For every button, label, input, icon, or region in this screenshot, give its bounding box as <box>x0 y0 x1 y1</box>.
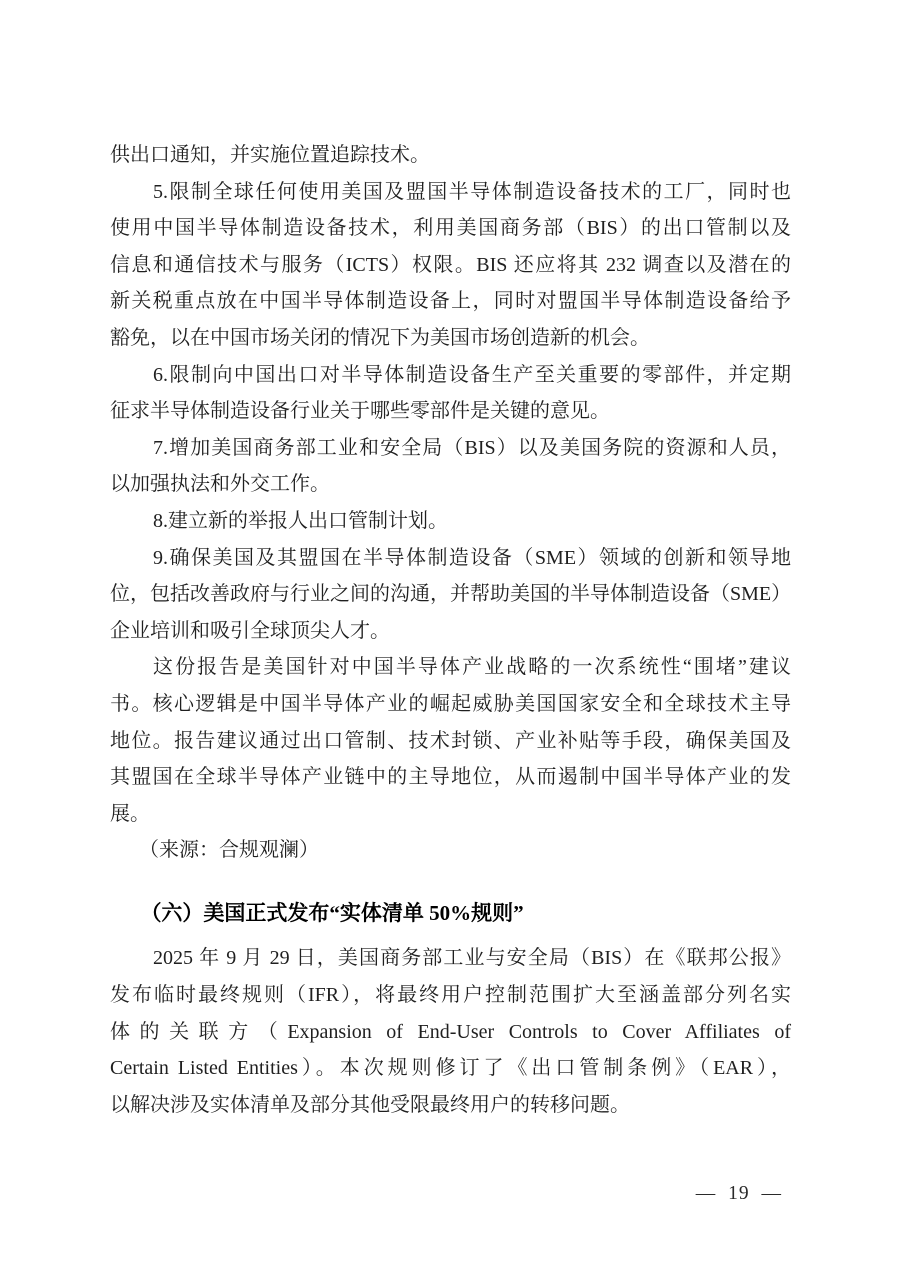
body-line: 发布临时最终规则（IFR），将最终用户控制范围扩大至涵盖部分列名实 <box>110 984 791 1007</box>
body-line: 8.建立新的举报人出口管制计划。 <box>153 509 448 532</box>
body-line: 展。 <box>110 802 150 825</box>
body-line: 5.限制全球任何使用美国及盟国半导体制造设备技术的工厂，同时也 <box>153 180 791 203</box>
body-line: 以加强执法和外交工作。 <box>110 473 330 496</box>
body-line: 企业培训和吸引全球顶尖人才。 <box>110 619 390 642</box>
body-line: 供出口通知，并实施位置追踪技术。 <box>110 144 430 166</box>
body-line: 体的关联方（Expansion of End-User Controls to Cover Affiliates of <box>110 1020 791 1043</box>
body-line: 书。核心逻辑是中国半导体产业的崛起威胁美国国家安全和全球技术主导 <box>110 692 791 715</box>
body-line: 信息和通信技术与服务（ICTS）权限。BIS 还应将其 232 调查以及潜在的 <box>110 253 791 276</box>
body-line: 6.限制向中国出口对半导体制造设备生产至关重要的零部件，并定期 <box>153 363 791 386</box>
section-heading: （六）美国正式发布“实体清单 50%规则” <box>140 900 524 925</box>
body-line: 2025 年 9 月 29 日，美国商务部工业与安全局（BIS）在《联邦公报》 <box>153 947 791 970</box>
body-line: 新关税重点放在中国半导体制造设备上，同时对盟国半导体制造设备给予 <box>110 290 791 313</box>
text-block <box>110 137 791 1123</box>
body-line: 征求半导体制造设备行业关于哪些零部件是关键的意见。 <box>110 400 610 423</box>
body-line: 地位。报告建议通过出口管制、技术封锁、产业补贴等手段，确保美国及 <box>110 729 791 752</box>
body-line: 7.增加美国商务部工业和安全局（BIS）以及美国务院的资源和人员， <box>153 436 791 459</box>
body-line: Certain Listed Entities）。本次规则修订了《出口管制条例》（EAR）， <box>110 1057 791 1080</box>
body-line: 这份报告是美国针对中国半导体产业战略的一次系统性“围堵”建议 <box>153 656 791 679</box>
body-line: 使用中国半导体制造设备技术，利用美国商务部（BIS）的出口管制以及 <box>110 217 791 240</box>
body-line: 以解决涉及实体清单及部分其他受限最终用户的转移问题。 <box>110 1093 630 1116</box>
body-line: 其盟国在全球半导体产业链中的主导地位，从而遏制中国半导体产业的发 <box>110 766 791 789</box>
body-line: 豁免，以在中国市场关闭的情况下为美国市场创造新的机会。 <box>110 326 650 349</box>
body-line: 位，包括改善政府与行业之间的沟通，并帮助美国的半导体制造设备（SME） <box>110 583 792 606</box>
source-attribution: （来源：合规观澜） <box>139 839 319 862</box>
page-number: — 19 — <box>695 1183 782 1204</box>
body-line: 9.确保美国及其盟国在半导体制造设备（SME）领域的创新和领导地 <box>153 546 791 569</box>
